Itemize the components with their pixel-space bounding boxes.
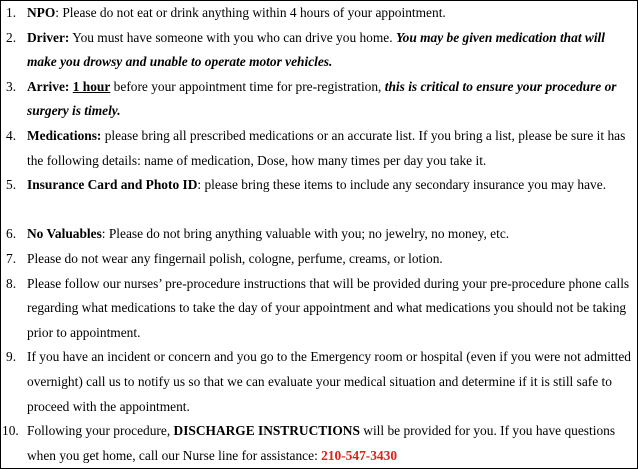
item-number: 4. xyxy=(6,128,17,143)
item-text xyxy=(27,26,635,75)
item-emphasis: this is critical to ensure your procedure or surgery is timely. xyxy=(27,78,617,119)
item-label: Arrive: xyxy=(27,78,70,94)
item-number: 10. xyxy=(2,423,19,439)
item-intro: Following your procedure, xyxy=(27,423,174,439)
item-text xyxy=(27,75,635,124)
item-number: 6. xyxy=(6,226,17,242)
item-label: No Valuables xyxy=(27,226,102,242)
item-text xyxy=(27,1,635,26)
item-number: 8. xyxy=(6,275,17,291)
item-body: please bring all prescribed medications or an accurate list. If you bring a list, please be sure it has the following details: name of medication, Dose, how many times per day you take it. xyxy=(27,128,626,168)
item-number: 2. xyxy=(6,29,17,45)
item-text: Please do not wear any fingernail polish, cologne, perfume, creams, or lotion. xyxy=(27,251,443,266)
item-body: : Please do not bring anything valuable with you; no jewelry, no money, etc. xyxy=(101,226,510,242)
item-text: If you have an incident or concern and you go to the Emergency room or hospital (even if you were not admitted overnight) call us to notify us so that we can evaluate your medical situation and determine if it is still safe to proceed with the appointment. xyxy=(27,349,632,414)
item-text xyxy=(27,222,635,247)
item-body: : please bring these items to include any secondary insurance you may have. xyxy=(197,177,607,193)
item-text xyxy=(27,419,635,468)
item-number: 7. xyxy=(6,251,17,266)
item-emphasis: You may be given medication that will make you drowsy and unable to operate motor vehicles. xyxy=(27,29,605,70)
item-text: Please follow our nurses’ pre-procedure instructions that will be provided during your pre-procedure phone calls regarding what medications to take the day of your appointment and what medications you should not be taking prior to appointment. xyxy=(27,275,630,340)
item-body: will be provided for you. If you have questions when you get home, call our Nurse line for assistance: xyxy=(27,423,616,463)
item-body: : Please do not eat or drink anything within 4 hours of your appointment. xyxy=(55,5,446,20)
item-label: DISCHARGE INSTRUCTIONS xyxy=(173,423,360,439)
item-label: Insurance Card and Photo ID xyxy=(27,177,198,193)
item-body: before your appointment time for pre-registration, xyxy=(110,78,385,94)
item-label: Medications: xyxy=(27,128,102,143)
nurse-line-phone[interactable]: 210-547-3430 xyxy=(321,447,398,463)
item-number: 9. xyxy=(6,349,17,365)
item-label: Driver: xyxy=(27,29,70,45)
item-text xyxy=(27,124,635,173)
item-label: NPO xyxy=(27,5,56,20)
item-number: 1. xyxy=(6,5,17,20)
item-text xyxy=(27,173,635,198)
item-number: 3. xyxy=(6,78,17,94)
item-number: 5. xyxy=(6,177,17,193)
item-body: You must have someone with you who can drive you home. xyxy=(69,29,396,45)
arrival-time: 1 hour xyxy=(72,78,111,94)
